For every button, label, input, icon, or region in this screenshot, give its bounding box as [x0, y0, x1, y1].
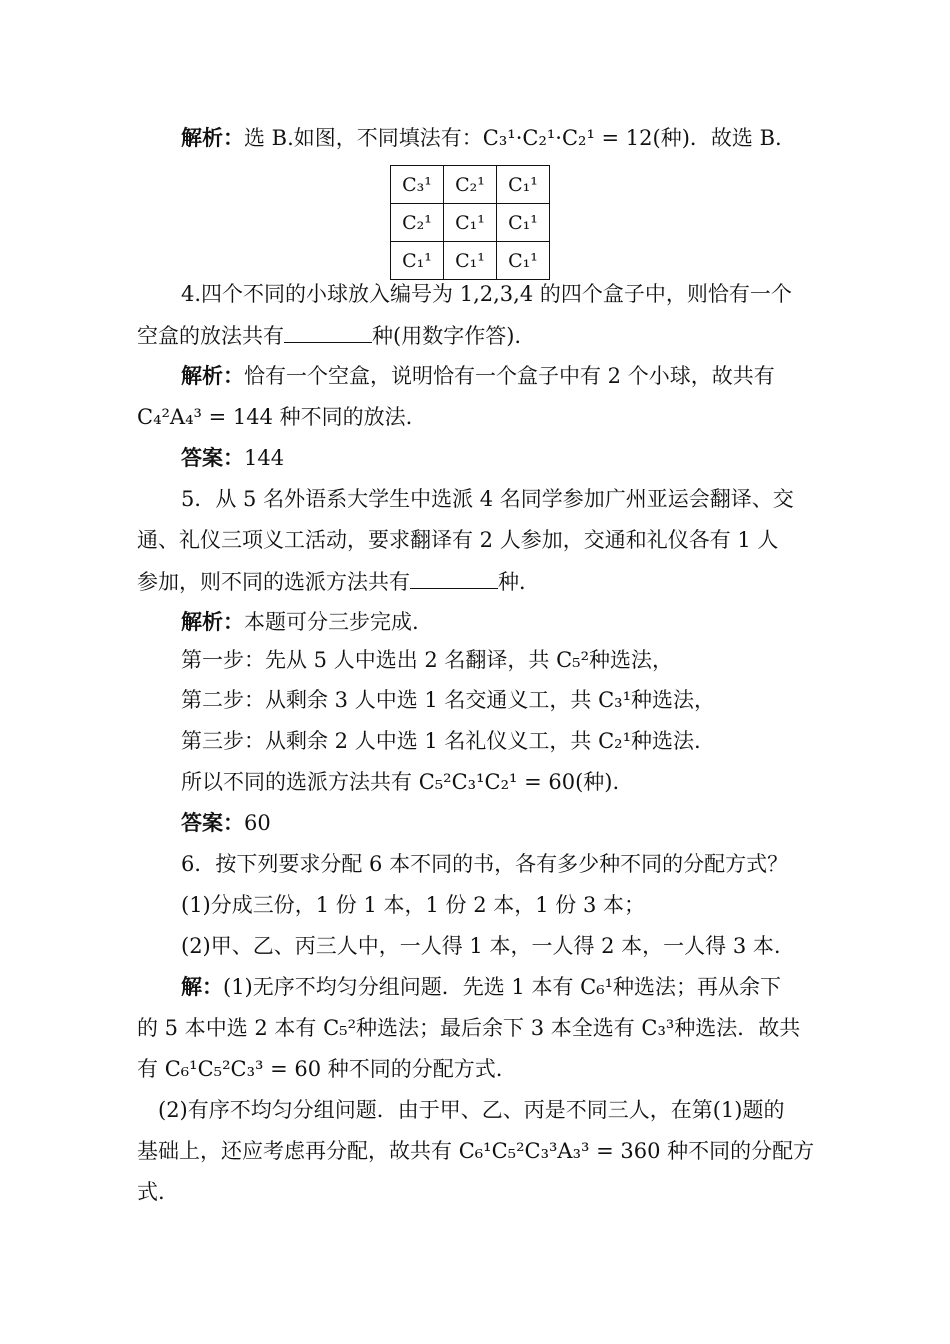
q4-solution-text: 恰有一个空盒，说明恰有一个盒子中有 2 个小球，故共有: [244, 364, 775, 388]
q5-line3-text: 参加，则不同的选派方法共有: [137, 570, 410, 594]
sol-text: (1)无序不均匀分组问题．先选 1 本有: [223, 975, 581, 999]
q4-formula: C₄²A₄³ = 144: [137, 405, 273, 429]
step-formula: C₃¹: [598, 688, 632, 712]
step-after: 种选法，: [589, 648, 674, 672]
q5-step2: [181, 685, 715, 715]
grid-cell: C₁¹: [497, 242, 550, 280]
step-formula: C₂¹: [598, 729, 632, 753]
sol-after: 种不同的分配方式.: [321, 1057, 503, 1081]
step-after: 种选法，: [631, 688, 716, 712]
grid-cell: C₂¹: [444, 166, 497, 204]
answer-label: 答案：: [181, 446, 244, 470]
solution-label: 解析：: [181, 364, 244, 388]
solution-label: 解：: [181, 975, 223, 999]
step-after: 种选法.: [631, 729, 701, 753]
grid-cell: C₁¹: [444, 242, 497, 280]
q4-solution-line2: [137, 402, 412, 432]
grid-row: [391, 242, 550, 280]
combination-grid: [390, 165, 550, 280]
grid-cell: C₁¹: [497, 166, 550, 204]
step-text: 第二步：从剩余 3 人中选 1 名交通义工，共: [181, 688, 599, 712]
grid-row: [391, 204, 550, 242]
grid-cell: C₂¹: [391, 204, 444, 242]
q4-line1: 4.四个不同的小球放入编号为 1,2,3,4 的四个盒子中，则恰有一个: [181, 282, 792, 306]
answer-label: 答案：: [181, 811, 244, 835]
q5-solution-text: 本题可分三步完成.: [244, 610, 419, 634]
answer-value: 60: [244, 811, 271, 835]
sol-text: 种选法；最后余下 3 本全选有: [356, 1016, 642, 1040]
q5-line1: 5．从 5 名外语系大学生中选派 4 名同学参加广州亚运会翻译、交: [181, 487, 794, 511]
intro-formula: C₃¹·C₂¹·C₂¹ = 12(种): [482, 126, 690, 150]
intro-text: 选 B.如图，不同填法有：: [244, 126, 483, 150]
grid-cell: C₁¹: [497, 204, 550, 242]
sol-formula: C₃³: [641, 1016, 675, 1040]
answer-blank: [410, 566, 498, 589]
grid-cell: C₁¹: [444, 204, 497, 242]
sol-formula: C₆¹: [580, 975, 614, 999]
step-text: 第一步：先从 5 人中选出 2 名翻译，共: [181, 648, 557, 672]
grid-cell: C₁¹: [391, 242, 444, 280]
intro-after: ．故选 B.: [689, 126, 782, 150]
grid-cell: C₃¹: [391, 166, 444, 204]
intro-line: [181, 123, 782, 153]
sol-after: 种选法．故共: [674, 1016, 801, 1040]
sol-after: 种选法；再从余下: [613, 975, 782, 999]
q6-solution-line1: [181, 972, 781, 1002]
answer-blank: [284, 320, 372, 343]
q5-line3: [137, 566, 540, 597]
sol-text: 有: [137, 1057, 165, 1081]
q4-line2: [137, 320, 521, 351]
q5-step3: [181, 726, 701, 756]
sol-text: 的 5 本中选 2 本有: [137, 1016, 324, 1040]
q4-line2-text: 空盒的放法共有: [137, 324, 284, 348]
step-formula: C₅²: [556, 648, 590, 672]
q6-part2: (2)甲、乙、丙三人中，一人得 1 本，一人得 2 本，一人得 3 本.: [181, 934, 781, 958]
q5-line2: 通、礼仪三项义工活动，要求翻译有 2 人参加，交通和礼仪各有 1 人: [137, 528, 779, 552]
sol-formula: C₅²: [323, 1016, 357, 1040]
q6-part2-solution-line3: 式.: [137, 1180, 165, 1204]
sol-formula: C₆¹C₅²C₃³ = 60: [164, 1057, 322, 1081]
q6-line1: 6．按下列要求分配 6 本不同的书，各有多少种不同的分配方式？: [181, 852, 789, 876]
q6-part2-solution-line1: (2)有序不均匀分组问题．由于甲、乙、丙是不同三人，在第(1)题的: [158, 1098, 785, 1122]
total-text: 所以不同的选派方法共有: [181, 770, 419, 794]
q6-part2-solution-line2: [137, 1136, 814, 1166]
q4-solution-after: 种不同的放法.: [272, 405, 413, 429]
q5-total: [181, 767, 619, 797]
q4-solution-line1: [181, 361, 775, 391]
q4-answer: [181, 443, 284, 473]
q6-solution-line3: [137, 1054, 502, 1084]
grid-row: [391, 166, 550, 204]
sol-text: 基础上，还应考虑再分配，故共有: [137, 1139, 459, 1163]
step-text: 第三步：从剩余 2 人中选 1 名礼仪义工，共: [181, 729, 599, 753]
solution-label: 解析：: [181, 126, 244, 150]
q5-solution-intro: [181, 607, 419, 637]
answer-value: 144: [244, 446, 285, 470]
total-formula: C₅²C₃¹C₂¹ = 60(种).: [418, 770, 620, 794]
q5-line3-after: 种．: [498, 570, 540, 594]
q5-answer: [181, 808, 271, 838]
sol-formula: C₆¹C₅²C₃³A₃³ = 360: [458, 1139, 661, 1163]
q6-solution-line2: [137, 1013, 800, 1043]
q5-step1: [181, 645, 673, 675]
q4-line2-after: 种(用数字作答).: [372, 324, 522, 348]
sol-after: 种不同的分配方: [660, 1139, 815, 1163]
solution-label: 解析：: [181, 610, 244, 634]
q6-part1: (1)分成三份，1 份 1 本，1 份 2 本，1 份 3 本；: [181, 893, 645, 917]
